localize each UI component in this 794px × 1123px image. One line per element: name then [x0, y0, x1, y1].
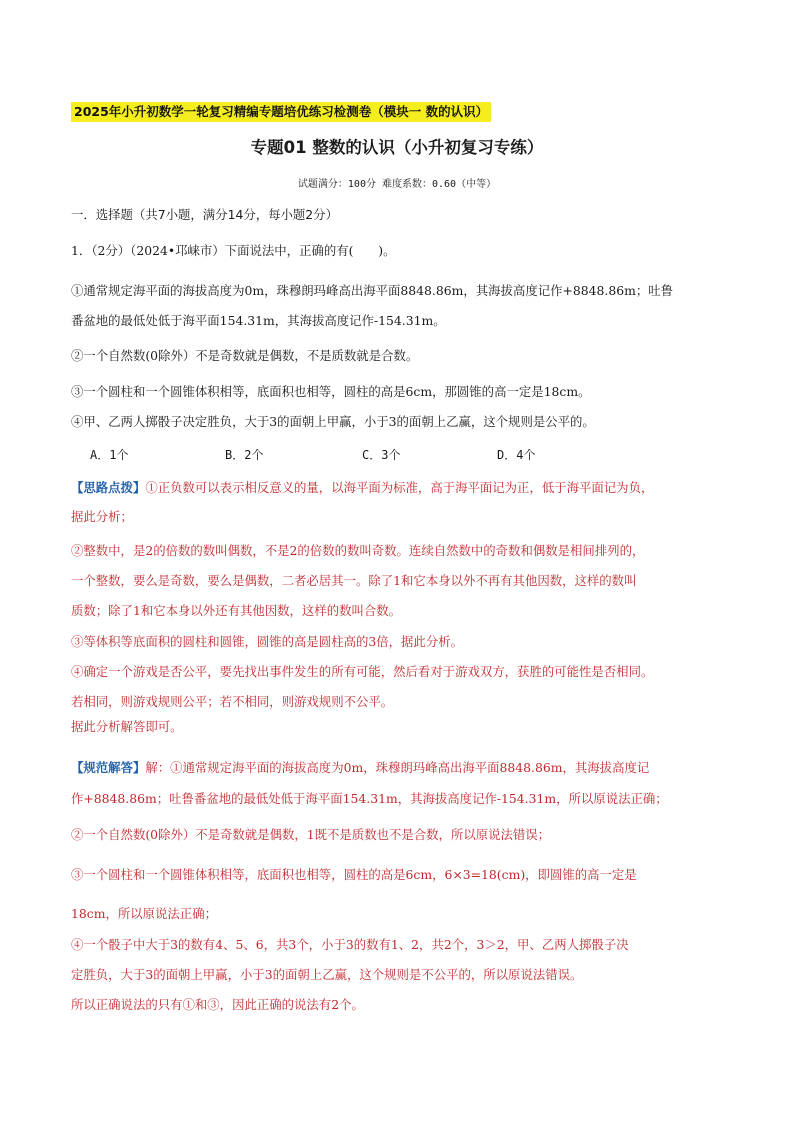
section-heading: 一．选择题（共7小题，满分14分，每小题2分） — [71, 207, 338, 222]
option-b: B．2个 — [225, 448, 264, 462]
page-title: 专题01 整数的认识（小升初复习专练） — [250, 138, 544, 157]
statement-line: ①通常规定海平面的海拔高度为0m，珠穆朗玛峰高出海平面8848.86m，其海拔高度记作+8848.86m；吐鲁 — [71, 283, 674, 298]
analysis-line: 一个整数，要么是奇数，要么是偶数，二者必居其一。除了1和它本身以外不再有其他因数，这样的数叫 — [71, 573, 637, 588]
analysis-tag: 【思路点拨】 — [71, 480, 146, 495]
analysis-line: 据此分析解答即可。 — [71, 719, 183, 734]
solution-line: ②一个自然数(0除外）不是奇数就是偶数，1既不是质数也不是合数，所以原说法错误； — [71, 827, 551, 842]
analysis-line: 质数；除了1和它本身以外还有其他因数，这样的数叫合数。 — [71, 603, 402, 618]
option-a: A．1个 — [90, 448, 129, 462]
analysis-line: 若相同，则游戏规则公平；若不相同，则游戏规则不公平。 — [71, 694, 394, 709]
solution-line: 所以正确说法的只有①和③，因此正确的说法有2个。 — [71, 997, 364, 1012]
option-c: C．3个 — [362, 448, 401, 462]
analysis-line: 据此分析； — [71, 509, 133, 524]
statement-line: ④甲、乙两人掷骰子决定胜负，大于3的面朝上甲赢，小于3的面朝上乙赢，这个规则是公平的。 — [71, 414, 595, 429]
exam-banner: 2025年小升初数学一轮复习精编专题培优练习检测卷（模块一 数的认识） — [71, 102, 491, 122]
solution-line: 18cm，所以原说法正确； — [71, 906, 217, 921]
analysis-line: ④确定一个游戏是否公平，要先找出事件发生的所有可能，然后看对于游戏双方，获胜的可能性是否相同。 — [71, 664, 654, 679]
solution-lead: 解： — [145, 760, 171, 775]
solution-line: 作+8848.86m；吐鲁番盆地的最低处低于海平面154.31m，其海拔高度记作-154.31m，所以原说法正确； — [71, 791, 668, 806]
exam-meta: 试题满分：100分 难度系数：0.60（中等） — [297, 179, 497, 190]
analysis-line — [71, 479, 653, 497]
statement-line: 番盆地的最低处低于海平面154.31m，其海拔高度记作-154.31m。 — [71, 313, 446, 328]
solution-tag: 【规范解答】 — [71, 760, 146, 775]
statement-line: ③一个圆柱和一个圆锥体积相等，底面积也相等，圆柱的高是6cm，那圆锥的高一定是18cm。 — [71, 384, 591, 399]
solution-line: ④一个骰子中大于3的数有4、5、6，共3个，小于3的数有1、2，共2个，3＞2，甲、乙两人掷骰子决 — [71, 937, 629, 952]
solution-line — [71, 759, 649, 777]
solution-line: ③一个圆柱和一个圆锥体积相等，底面积也相等，圆柱的高是6cm，6×3=18(cm)，即圆锥的高一定是 — [71, 867, 637, 882]
question-stem: 1．（2分）（2024•邛崃市）下面说法中，正确的有( )。 — [71, 243, 396, 258]
analysis-line: ②整数中，是2的倍数的数叫偶数，不是2的倍数的数叫奇数。连续自然数中的奇数和偶数是相间排列的， — [71, 543, 645, 558]
analysis-line: ③等体积等底面积的圆柱和圆锥，圆锥的高是圆柱高的3倍，据此分析。 — [71, 634, 463, 649]
option-d: D．4个 — [497, 448, 536, 462]
solution-line: 定胜负，大于3的面朝上甲赢，小于3的面朝上乙赢，这个规则是不公平的，所以原说法错误。 — [71, 967, 583, 982]
solution-text: ①通常规定海平面的海拔高度为0m，珠穆朗玛峰高出海平面8848.86m，其海拔高度记 — [170, 760, 650, 775]
analysis-text: ①正负数可以表示相反意义的量，以海平面为标准，高于海平面记为正，低于海平面记为负， — [145, 480, 654, 495]
statement-line: ②一个自然数(0除外）不是奇数就是偶数，不是质数就是合数。 — [71, 348, 419, 363]
